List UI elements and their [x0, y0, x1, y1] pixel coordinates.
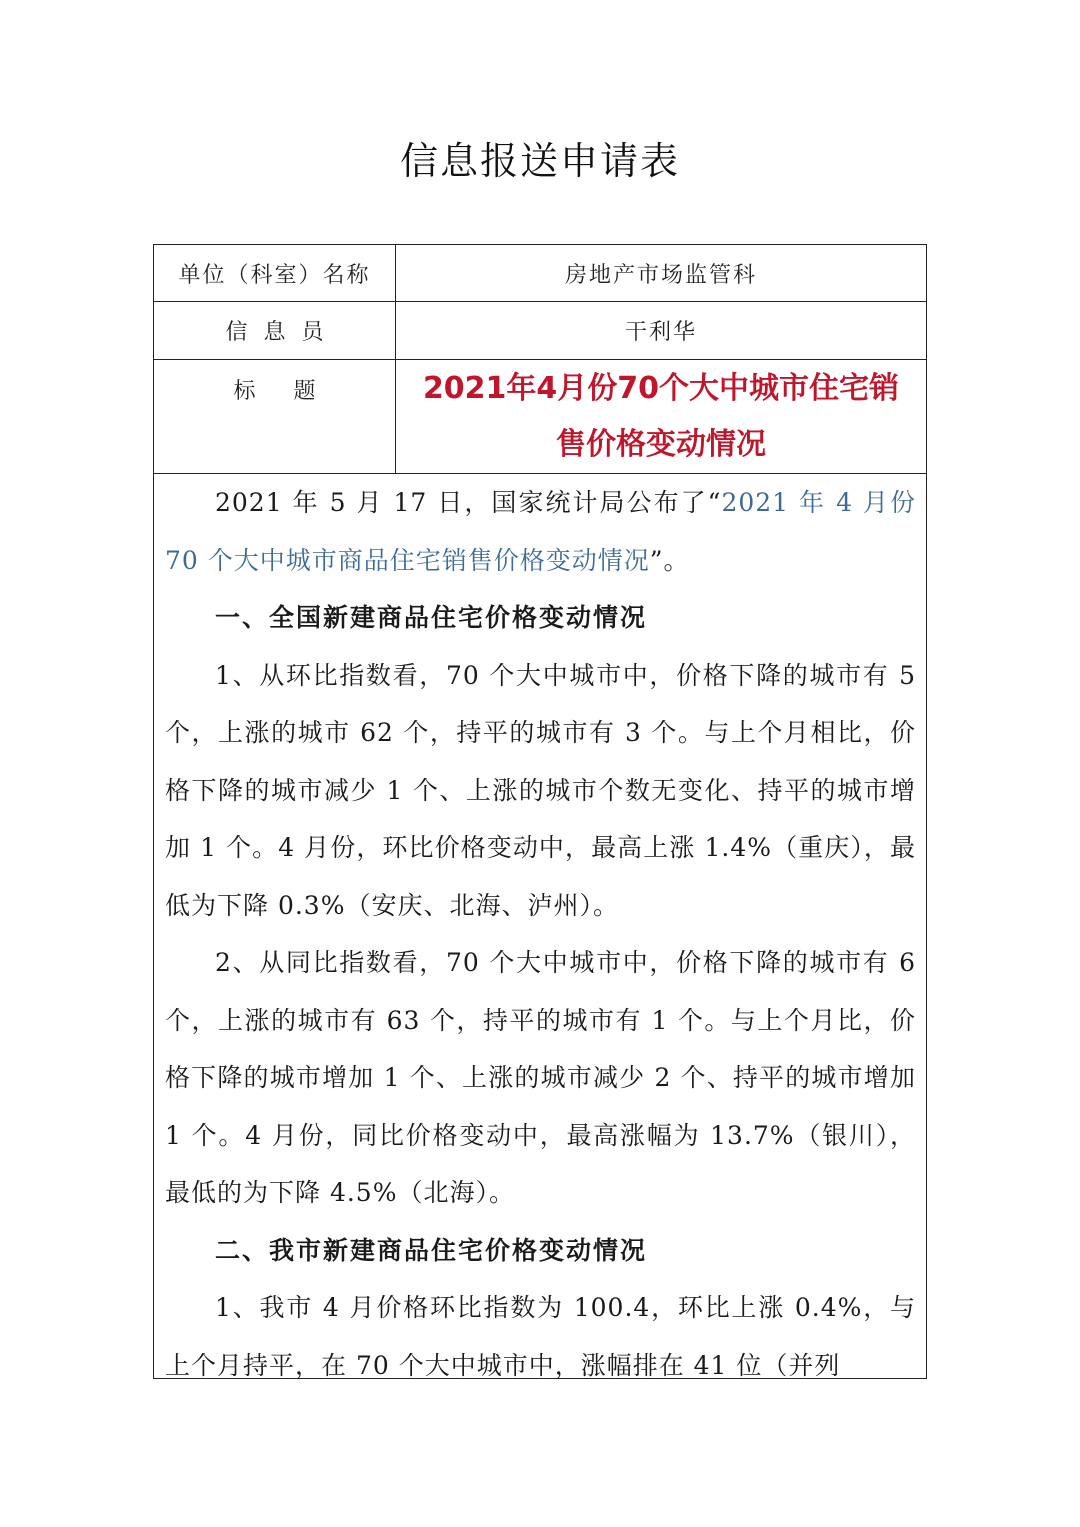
- report-title-reference: 2021 年 4 月份 70 个大中城市商品住宅销售价格变动情况: [165, 488, 916, 575]
- application-form: [153, 244, 927, 1379]
- paragraph-month-on-month: 1、从环比指数看，70 个大中城市中，价格下降的城市有 5 个，上涨的城市 62 个，持平的城市有 3 个。与上个月相比，价格下降的城市减少 1 个、上涨的城市个数无变化、持平的城市增加 1 个。4 月份，环比价格变动中，最高上涨 1.4%（重庆），最低为下降 0.3%（安庆、北海、泸州）。: [165, 660, 916, 920]
- form-row-unit: [154, 245, 926, 302]
- form-row-informant: [154, 302, 926, 360]
- paragraph-year-on-year: 2、从同比指数看，70 个大中城市中，价格下降的城市有 6 个，上涨的城市有 63 个，持平的城市有 1 个。与上个月比，价格下降的城市增加 1 个、上涨的城市减少 2 个、持平的城市增加 1 个。4 月份，同比价格变动中，最高涨幅为 13.7%（银川），最低的为下降 4.5%（北海）。: [165, 948, 916, 1207]
- intro-text: 2021 年 5 月 17 日，国家统计局公布了“: [215, 488, 722, 517]
- title-line-1: 2021年4月份70个大中城市住宅销: [422, 370, 900, 406]
- form-row-title: [154, 360, 926, 474]
- title-label: 标题: [233, 379, 354, 404]
- paragraph-local-index: 1、我市 4 月价格环比指数为 100.4，环比上涨 0.4%，与上个月持平，在 70 个大中城市中，涨幅排在 41 位（并列: [165, 1293, 916, 1380]
- unit-label: 单位（科室）名称: [154, 245, 396, 301]
- title-line-2: 售价格变动情况: [556, 426, 766, 462]
- intro-paragraph: [165, 474, 916, 589]
- section-heading-local: 二、我市新建商品住宅价格变动情况: [215, 1235, 648, 1265]
- informant-value: 干利华: [624, 320, 697, 345]
- informant-label: 信息员: [225, 320, 340, 345]
- intro-end: ”。: [649, 545, 690, 575]
- unit-value: 房地产市场监管科: [564, 262, 757, 288]
- page-title: 信息报送申请表: [399, 139, 680, 183]
- title-value: [396, 360, 926, 473]
- section-heading-national: 一、全国新建商品住宅价格变动情况: [215, 603, 648, 632]
- report-body: [154, 474, 926, 1394]
